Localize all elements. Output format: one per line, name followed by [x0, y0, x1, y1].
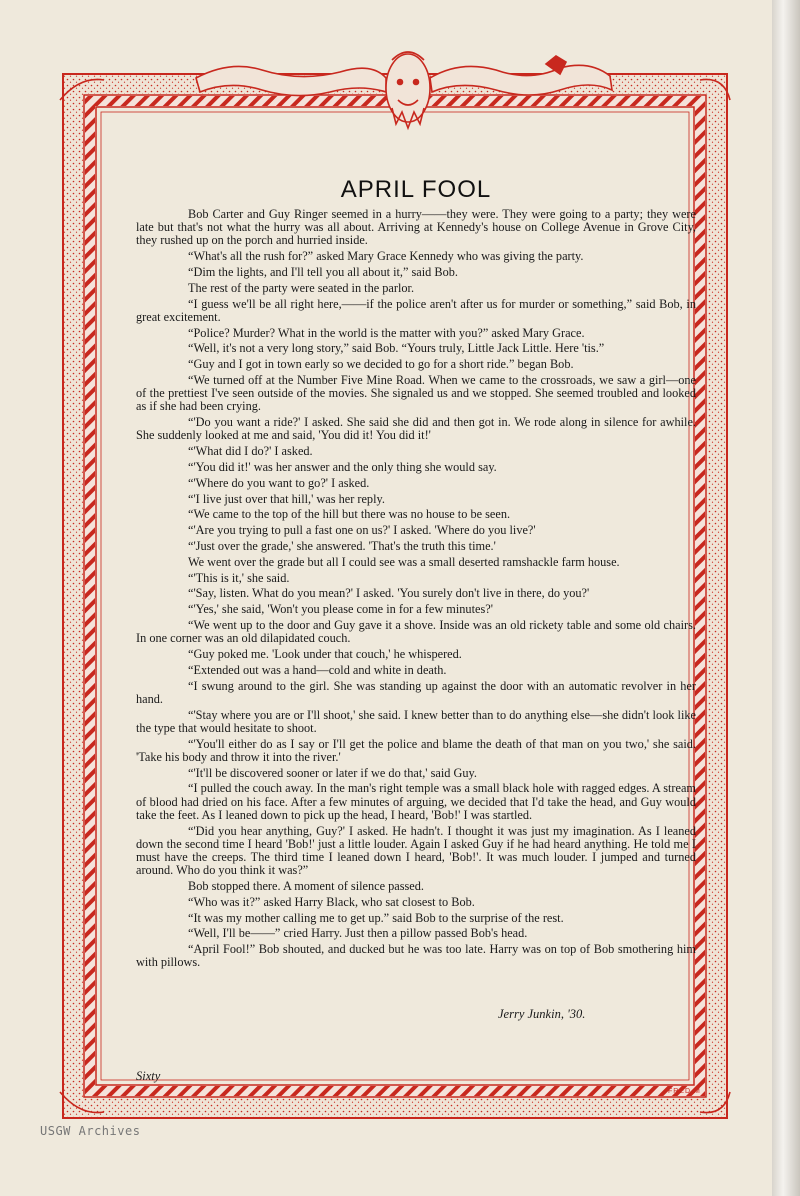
- story-paragraph: Bob stopped there. A moment of silence passed.: [188, 878, 424, 893]
- story-paragraph: “It was my mother calling me to get up.” said Bob to the surprise of the rest.: [188, 910, 564, 925]
- story-paragraph: “'Stay where you are or I'll shoot,' she said. I knew better than to do anything else—she didn't look like the type that would hesitate to shoot.: [136, 707, 696, 735]
- story-paragraph: “'Did you hear anything, Guy?' I asked. He hadn't. I thought it was just my imagination. As I leaned down the second time I heard 'Bob!' just a little louder. Again I asked Guy if he had heard anything. He told me I must have the creeps. The third time I leaned down I heard, 'Bob!'. It was much louder. I jumped and turned around. Who do you think it was?”: [136, 823, 696, 878]
- story-paragraph: “'Just over the grade,' she answered. 'That's the truth this time.': [188, 538, 496, 553]
- story-paragraph: “I swung around to the girl. She was standing up against the door with an automatic revolver in her hand.: [136, 678, 696, 706]
- story-paragraph: “Guy poked me. 'Look under that couch,' he whispered.: [188, 646, 462, 661]
- story-paragraph: “Dim the lights, and I'll tell you all about it,” said Bob.: [188, 265, 458, 279]
- story-paragraph: “'Where do you want to go?' I asked.: [188, 475, 370, 490]
- archive-watermark: USGW Archives: [40, 1124, 141, 1138]
- story-paragraph: “'Say, listen. What do you mean?' I asked. 'You surely don't live in there, do you?': [188, 586, 590, 601]
- story-paragraph: “'What did I do?' I asked.: [188, 444, 313, 459]
- story-paragraph: “We came to the top of the hill but there was no house to be seen.: [188, 507, 511, 522]
- story-paragraph: “We went up to the door and Guy gave it a shove. Inside was an old rickety table and some old chairs. In one corner was an old dilapidated couch.: [136, 617, 696, 646]
- story-paragraph: “'You'll either do as I say or I'll get the police and blame the death of that man on you two,' she said. 'Take his body and throw it into the river.': [136, 736, 696, 764]
- story-paragraph: “'You did it!' was her answer and the only thing she would say.: [188, 459, 497, 474]
- story-body: [136, 208, 696, 972]
- story-paragraph: “'Are you trying to pull a fast one on us?' I asked. 'Where do you live?': [188, 523, 536, 538]
- story-paragraph: “I pulled the couch away. In the man's right temple was a small black hole with ragged edges. A stream of blood had dried on his face. After a few minutes of arguing, we decided that I'd take the head, and Guy would take the feet. As I leaned down to pick up the head, I heard, 'Bob!' I was startled.: [136, 781, 696, 822]
- story-paragraph: “What's all the rush for?” asked Mary Grace Kennedy who was giving the party.: [188, 249, 584, 264]
- story-paragraph: We went over the grade but all I could see was a small deserted ramshackle farm house.: [188, 554, 620, 569]
- story-title: APRIL FOOL: [340, 176, 492, 203]
- artist-mark: FRED M: [668, 1088, 701, 1095]
- story-paragraph: “Extended out was a hand—cold and white in death.: [188, 662, 447, 677]
- story-paragraph: “Guy and I got in town early so we decided to go for a short ride.” began Bob.: [188, 357, 574, 372]
- story-paragraph: The rest of the party were seated in the parlor.: [188, 280, 415, 295]
- story-paragraph: “Well, it's not a very long story,” said Bob. “Yours truly, Little Jack Little. Here 'tis.”: [188, 341, 605, 356]
- page-number: Sixty: [136, 1069, 161, 1083]
- story-paragraph: “'This is it,' she said.: [188, 570, 290, 585]
- story-paragraph: “'It'll be discovered sooner or later if we do that,' said Guy.: [188, 765, 477, 780]
- story-paragraph: “'Do you want a ride?' I asked. She said she did and then got in. We rode along in silence for awhile. She suddenly looked at me and said, 'You did it! You did it!': [136, 415, 696, 443]
- story-paragraph: “We turned off at the Number Five Mine Road. When we came to the crossroads, we saw a girl—one of the prettiest I've seen outside of the movies. She signaled us and we stopped. She seemed troubled and looked as if she had been crying.: [136, 372, 696, 414]
- story-paragraph: “Police? Murder? What in the world is the matter with you?” asked Mary Grace.: [188, 325, 585, 340]
- story-paragraph: “'I live just over that hill,' was her reply.: [188, 491, 385, 506]
- story-paragraph: “Well, I'll be——” cried Harry. Just then a pillow passed Bob's head.: [188, 926, 528, 941]
- story-paragraph: Bob Carter and Guy Ringer seemed in a hurry——they were. They were going to a party; they were late but that's not what the hurry was all about. Arriving at Kennedy's house on College Avenue in Grove City, they rushed up on the porch and hurried inside.: [136, 207, 696, 248]
- story-paragraph: “I guess we'll be all right here,——if the police aren't after us for murder or something,” said Bob, in great excitement.: [136, 296, 696, 324]
- author-signature: Jerry Junkin, '30.: [498, 1007, 586, 1021]
- story-paragraph: “'Yes,' she said, 'Won't you please come in for a few minutes?': [188, 602, 493, 617]
- story-paragraph: “Who was it?” asked Harry Black, who sat closest to Bob.: [188, 894, 475, 909]
- story-paragraph: “April Fool!” Bob shouted, and ducked but he was too late. Harry was on top of Bob smothering him with pillows.: [136, 942, 696, 970]
